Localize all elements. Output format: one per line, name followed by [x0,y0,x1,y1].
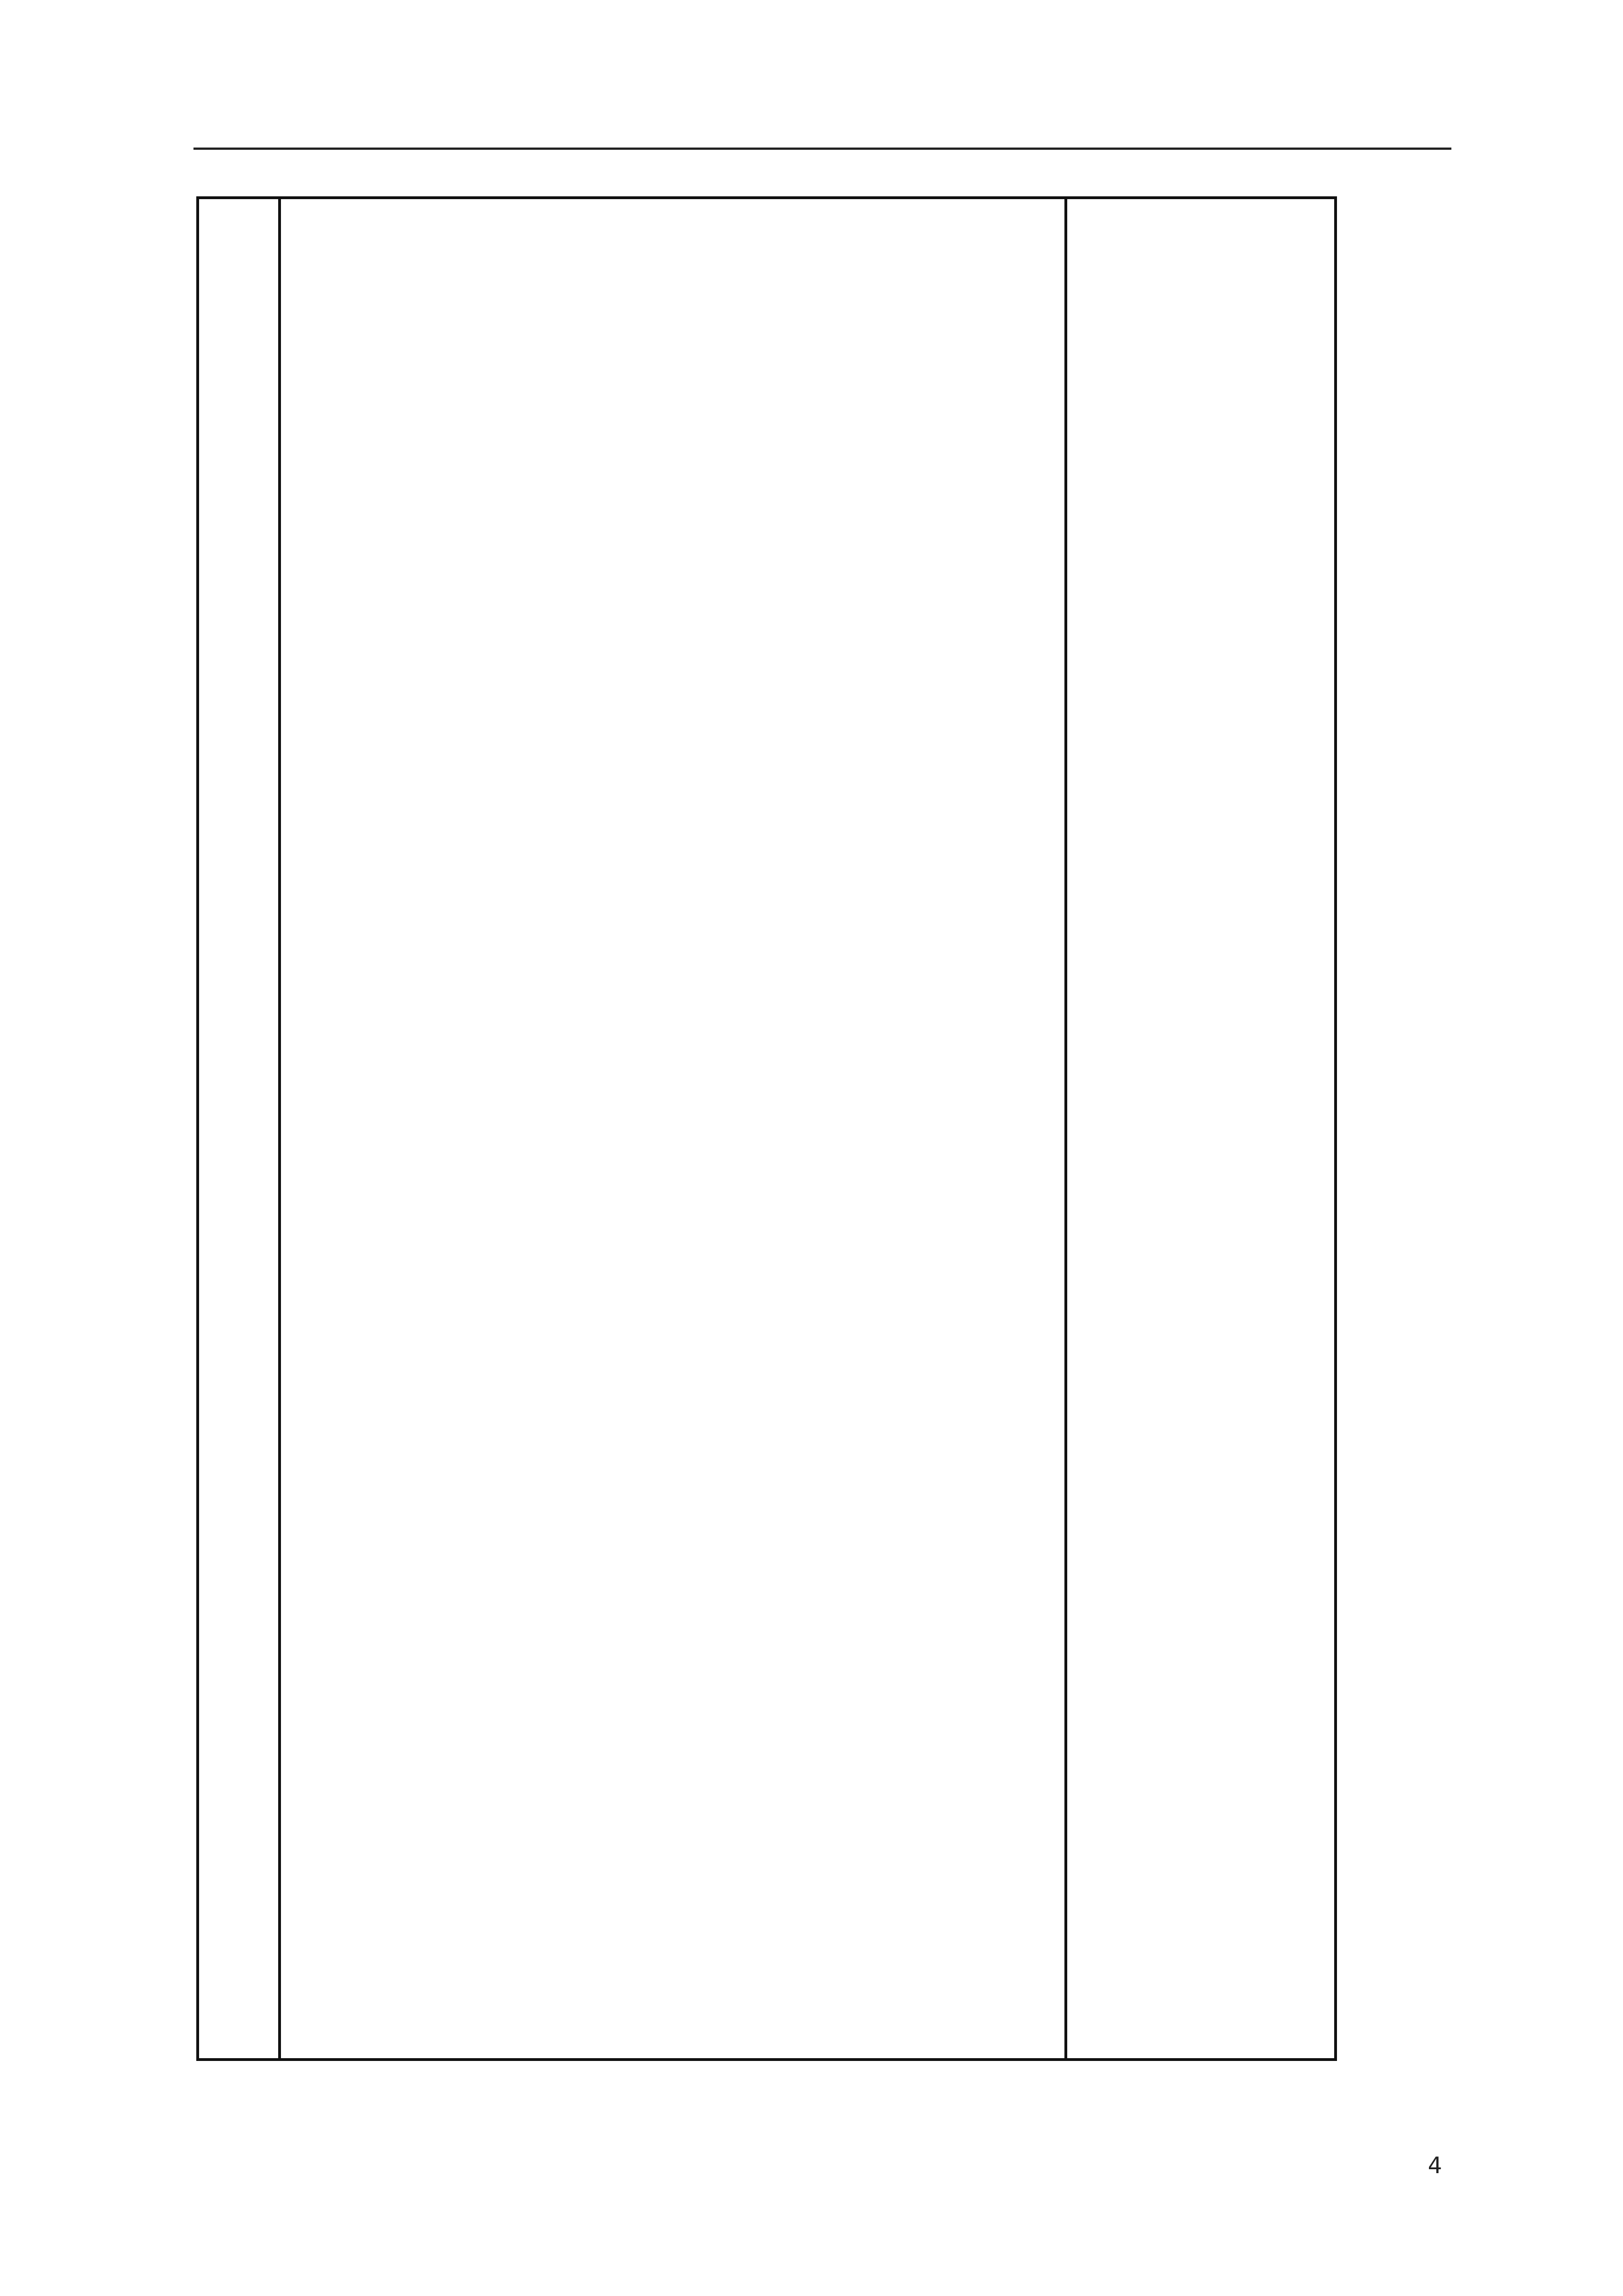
page-number: 4 [1428,2153,1442,2179]
table-cell-left [199,199,278,2058]
column-divider-left [278,199,281,2058]
table-cell-right [1067,199,1334,2058]
lesson-table [196,196,1337,2061]
header-rule [193,148,1451,150]
